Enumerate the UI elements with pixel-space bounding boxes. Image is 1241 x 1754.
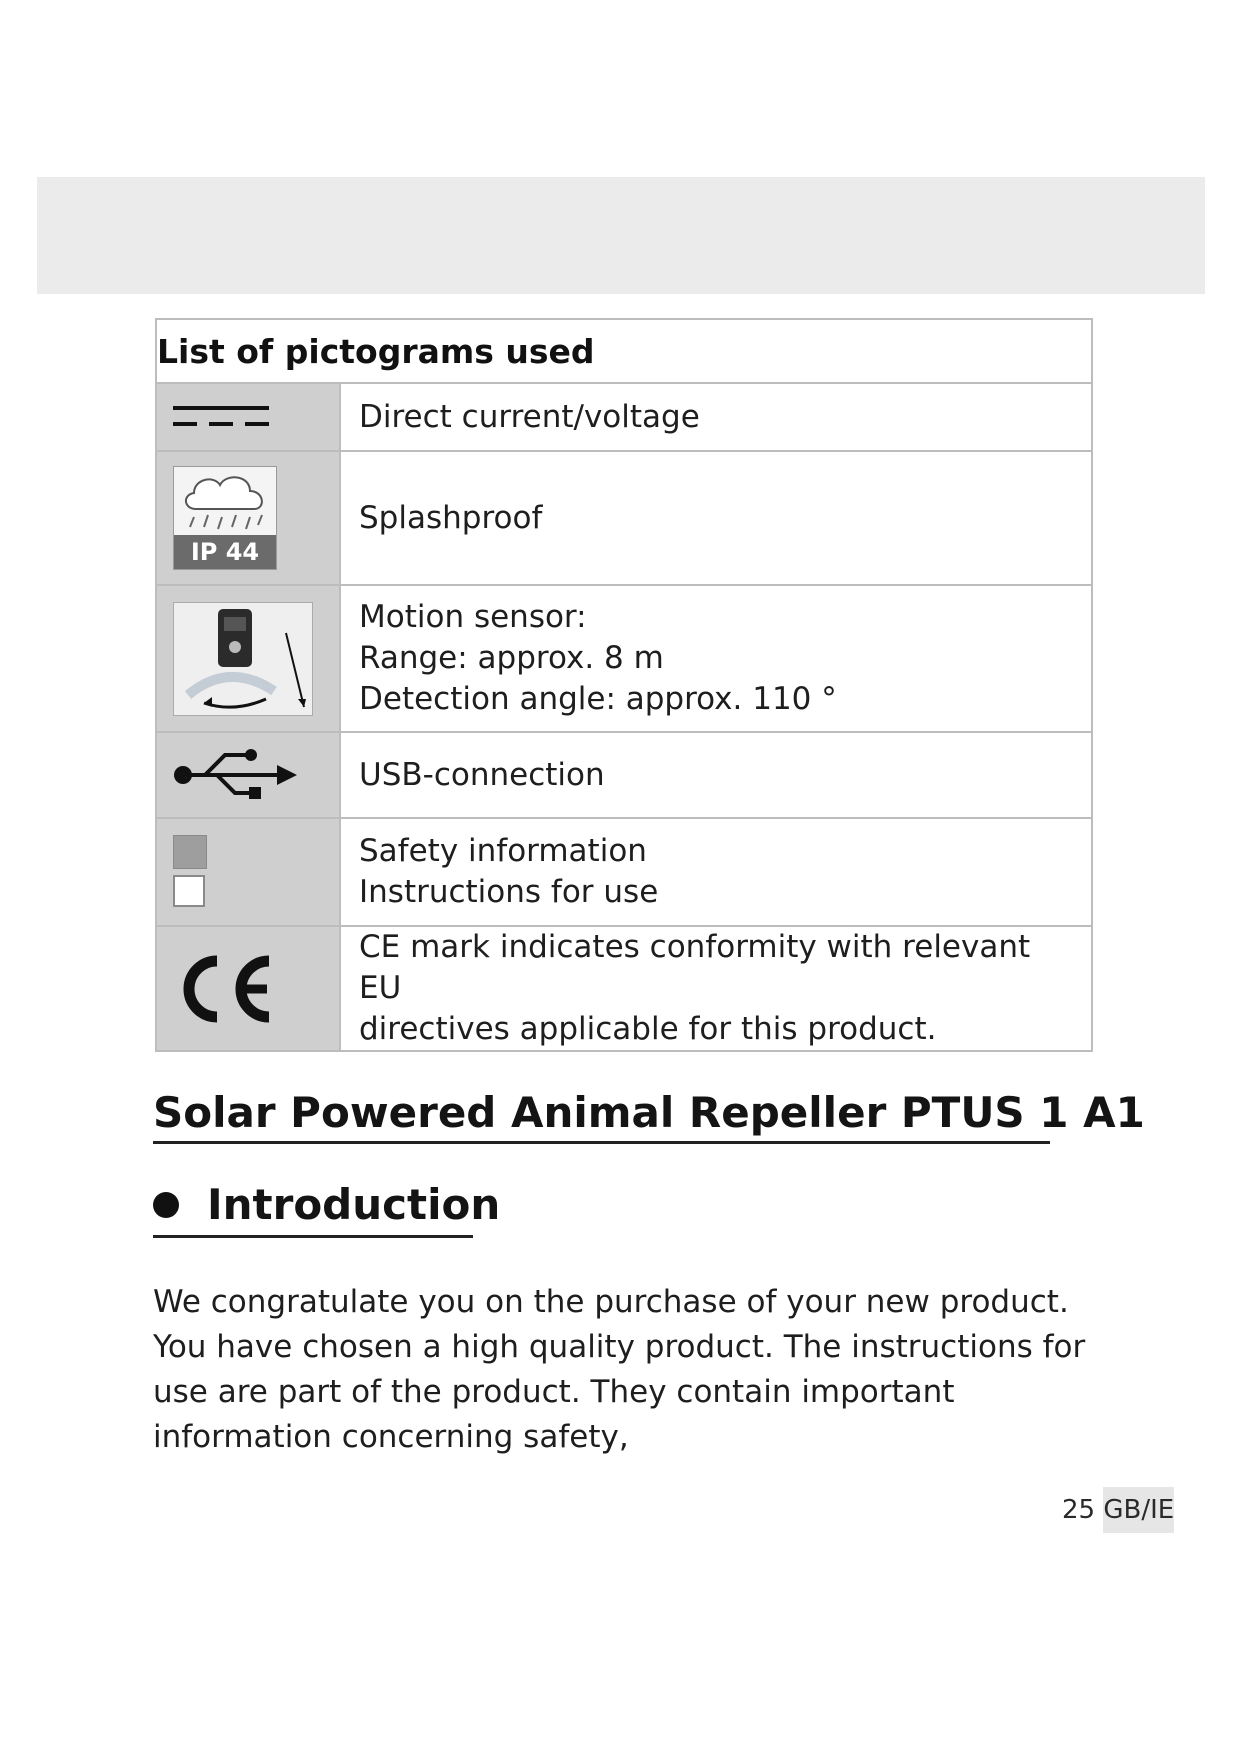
direct-current-icon <box>173 402 273 432</box>
description-line: Detection angle: approx. 110 ° <box>359 681 837 717</box>
header-band <box>37 177 1205 294</box>
page-footer <box>1062 1495 1174 1525</box>
description-line: Splashproof <box>359 499 543 536</box>
description-line: Instructions for use <box>359 874 659 910</box>
pictogram-description <box>340 818 1092 926</box>
white-square-icon <box>173 875 205 907</box>
pictogram-description <box>340 732 1092 818</box>
pictogram-description <box>340 926 1092 1051</box>
description-line: Direct current/voltage <box>359 398 700 435</box>
table-row <box>156 732 1092 818</box>
table-row <box>156 585 1092 732</box>
description-line: CE mark indicates conformity with relevant EU <box>359 929 1031 1006</box>
splashproof-ip44-icon <box>173 466 277 570</box>
description-line: directives applicable for this product. <box>359 1011 937 1047</box>
pictogram-description <box>340 383 1092 451</box>
icon-cell <box>156 383 340 451</box>
rain-cloud-icon <box>174 467 276 535</box>
section-heading <box>153 1180 501 1238</box>
table-row <box>156 926 1092 1051</box>
usb-icon <box>173 747 297 803</box>
bullet-icon <box>153 1192 179 1218</box>
table-row <box>156 451 1092 585</box>
description-line: USB-connection <box>359 756 605 793</box>
table-row <box>156 383 1092 451</box>
grey-square-icon <box>173 835 207 869</box>
ip-rating-label: IP 44 <box>174 535 276 569</box>
pictogram-description <box>340 585 1092 732</box>
product-title: Solar Powered Animal Repeller PTUS 1 A1 <box>153 1088 1050 1144</box>
ce-mark-icon <box>173 953 273 1025</box>
description-line: Motion sensor: <box>359 599 587 635</box>
icon-cell <box>156 818 340 926</box>
table-header-row <box>156 319 1092 383</box>
page-number: 25 <box>1062 1495 1096 1525</box>
description-line: Range: approx. 8 m <box>359 640 664 676</box>
description-line: Safety information <box>359 833 647 869</box>
icon-cell <box>156 926 340 1051</box>
section-title: Introduction <box>207 1180 501 1229</box>
icon-cell <box>156 732 340 818</box>
motion-sensor-icon <box>173 602 313 716</box>
pictogram-description <box>340 451 1092 585</box>
pictogram-table <box>155 318 1093 1052</box>
table-title: List of pictograms used <box>156 319 1092 383</box>
table-row <box>156 818 1092 926</box>
icon-cell <box>156 585 340 732</box>
icon-cell <box>156 451 340 585</box>
language-code: GB/IE <box>1103 1487 1174 1533</box>
intro-paragraph: We congratulate you on the purchase of your new product. You have chosen a high quality product. The instructions for use are part of the product. They contain important information concerning safety, <box>153 1284 1086 1455</box>
